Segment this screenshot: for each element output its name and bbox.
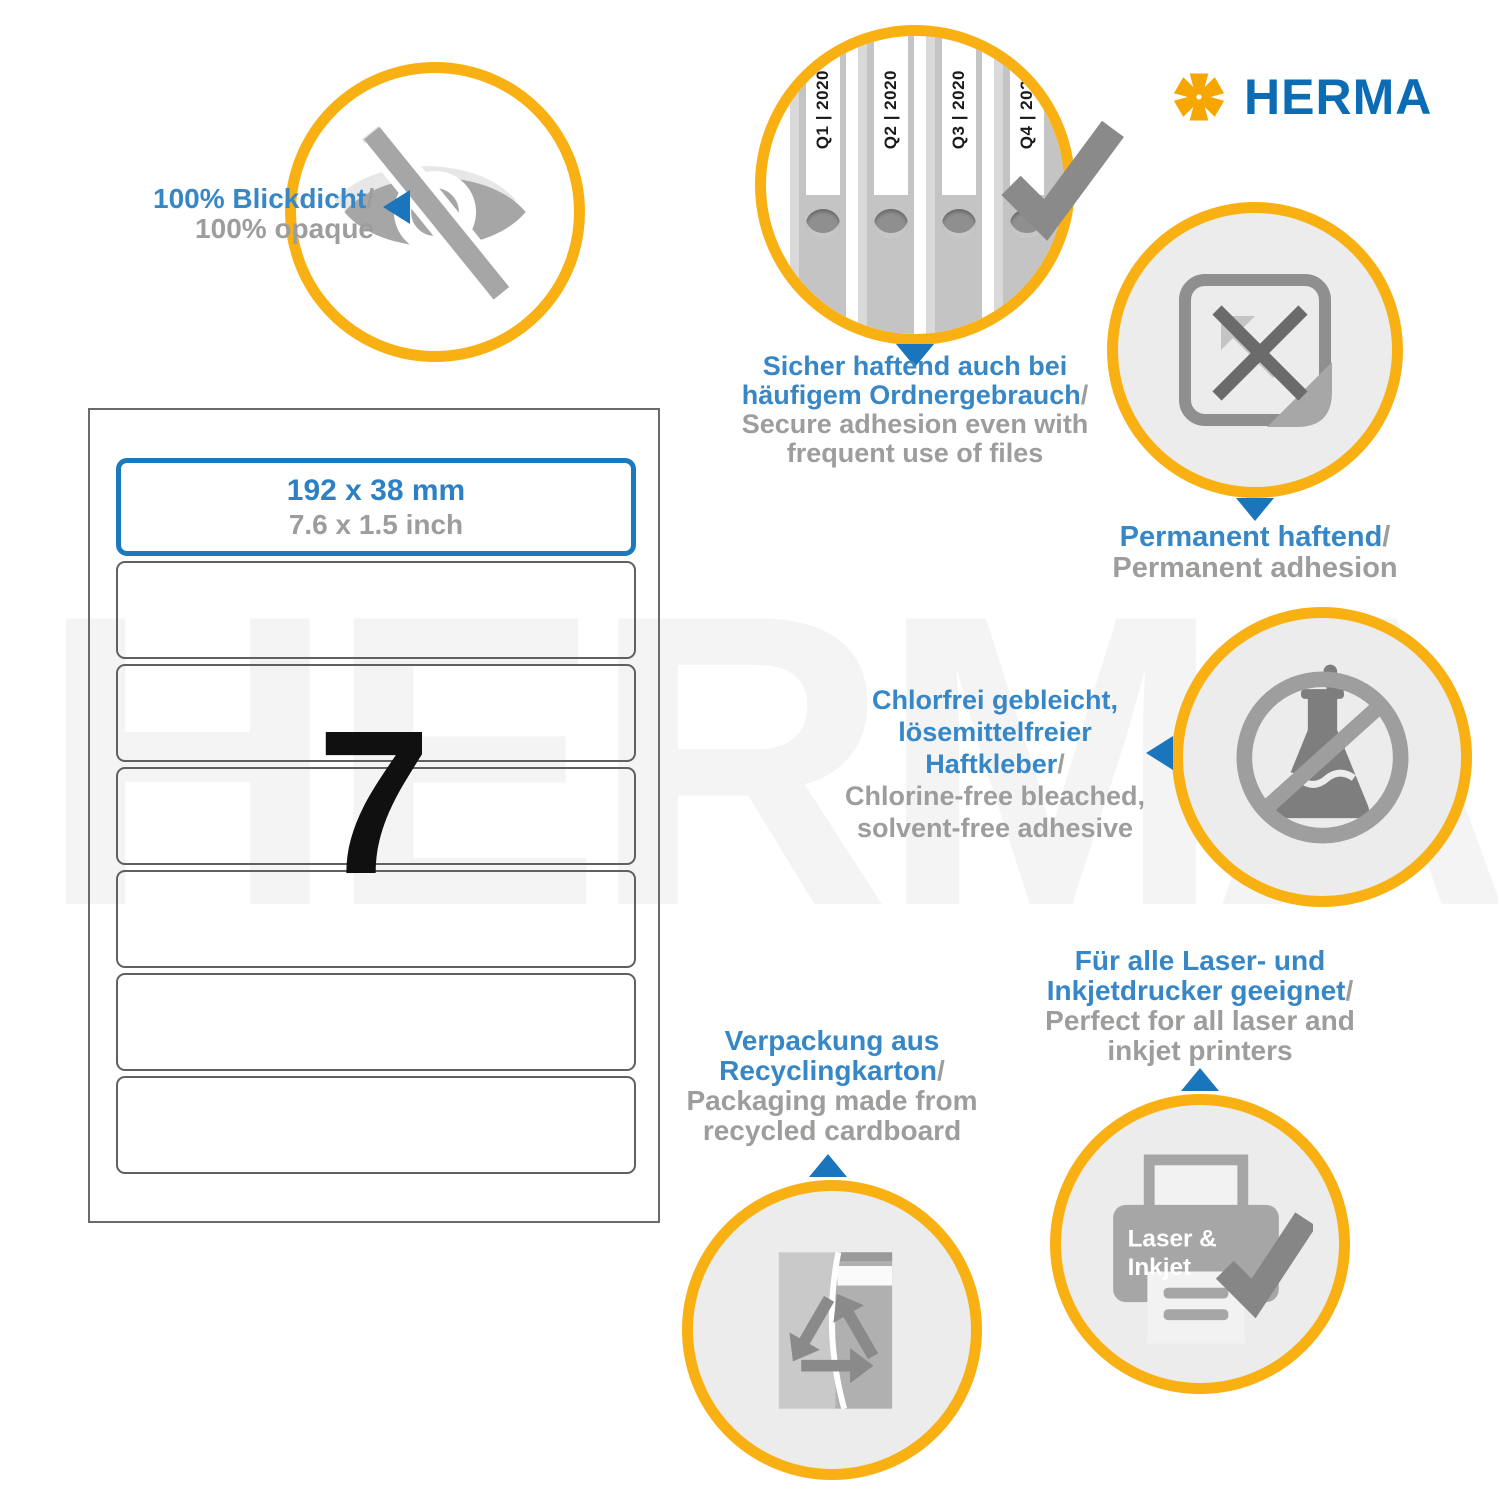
separator-slash: /: [1382, 521, 1391, 553]
separator-slash: /: [937, 1055, 945, 1086]
packaging-feature-circle: [682, 1180, 982, 1480]
feature-printers-text: Für alle Laser- und Inkjetdrucker geeignet/ Perfect for all laser and inkjet printers: [1045, 945, 1355, 1066]
permanent-feature-circle: [1107, 202, 1403, 498]
callout-triangle-packaging: [809, 1154, 847, 1177]
separator-slash: /: [1057, 749, 1065, 779]
binder-hole: [806, 209, 840, 239]
logo-wordmark: HERMA: [1244, 69, 1433, 125]
label-count: 7: [316, 688, 431, 917]
label-row: [116, 1076, 636, 1174]
label-row: [116, 561, 636, 659]
separator-slash: /: [1345, 975, 1354, 1006]
feature-adhesion-text: Sicher haftend auch bei häufigem Ordnergebrauch/ Secure adhesion even with frequent use of files: [741, 351, 1089, 468]
callout-triangle-printers: [1181, 1068, 1219, 1091]
label-row-highlighted: [116, 458, 636, 556]
feature-opaque-text: 100% Blickdicht/ 100% opaque: [153, 183, 374, 244]
binder-spine: Q1 | 2020: [790, 36, 846, 334]
binder-hole: [942, 209, 976, 239]
printer-text-line1: Laser &: [1127, 1224, 1217, 1252]
printers-feature-circle: [1050, 1094, 1350, 1394]
separator-slash: /: [1080, 380, 1089, 410]
binder-spine: Q2 | 2020: [858, 36, 914, 334]
label-size-mm: 192 x 38 mm: [286, 474, 466, 507]
feature-permanent-text: Permanent haftend/ Permanent adhesion: [1112, 521, 1398, 584]
chlorine-free-feature-circle: [1172, 607, 1472, 907]
callout-triangle-permanent: [1236, 498, 1274, 521]
separator-slash: /: [366, 183, 374, 214]
label-size-inch: 7.6 x 1.5 inch: [288, 509, 464, 540]
printer-text-line2: Inkjet: [1127, 1253, 1191, 1281]
binder-hole: [874, 209, 908, 239]
binder-spine: Q4 | 2020: [994, 36, 1064, 334]
recycle-package-icon: [725, 1223, 940, 1438]
no-chemicals-icon: [1215, 650, 1430, 865]
feature-packaging-text: Verpackung aus Recyclingkarton/ Packaging made from recycled cardboard: [686, 1025, 978, 1146]
callout-triangle-chlorine: [1146, 736, 1173, 770]
callout-triangle-opaque: [383, 190, 410, 224]
binder-spine: Q3 | 2020: [926, 36, 982, 334]
checkmark-icon: [998, 118, 1126, 250]
sticker-no-remove-icon: [1155, 250, 1355, 450]
feature-chlorine-text: Chlorfrei gebleicht, lösemittelfreier Haftkleber/ Chlorine-free bleached, solvent-free adhesive: [844, 685, 1146, 843]
printer-icon: [1088, 1132, 1313, 1357]
asterisk-icon: [1168, 66, 1230, 128]
herma-logo: [1168, 66, 1432, 128]
label-row: [116, 973, 636, 1071]
